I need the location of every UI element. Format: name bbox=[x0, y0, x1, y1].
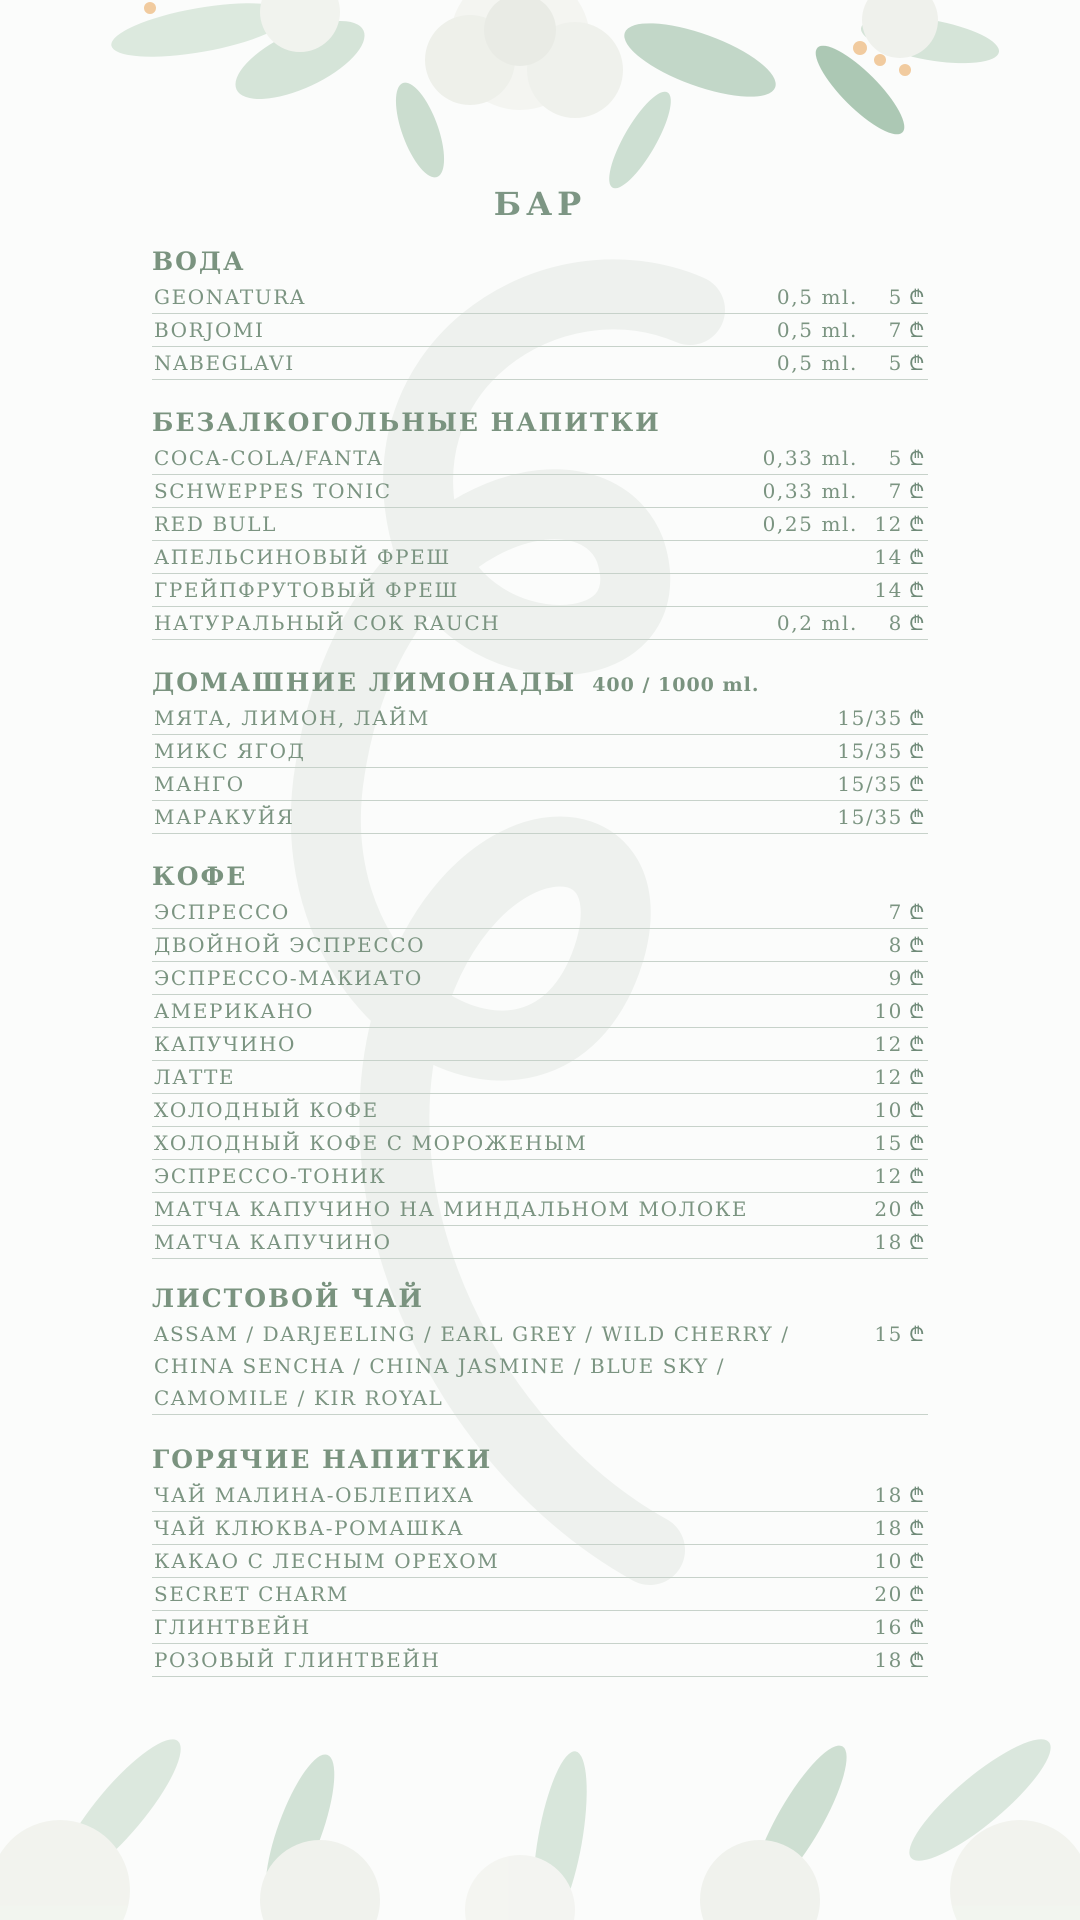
menu-item bbox=[152, 1094, 928, 1127]
item-name: ДВОЙНОЙ ЭСПРЕССО bbox=[154, 933, 426, 957]
menu-item bbox=[152, 314, 928, 347]
item-price: 9 ₾ bbox=[888, 966, 926, 990]
lari-icon: ₾ bbox=[908, 1098, 926, 1122]
item-price: 7 ₾ bbox=[888, 900, 926, 924]
menu-item bbox=[152, 574, 928, 607]
item-price: 15 ₾ bbox=[874, 1322, 926, 1346]
item-name: КАПУЧИНО bbox=[154, 1032, 297, 1056]
section-water bbox=[152, 243, 928, 380]
menu-item bbox=[152, 995, 928, 1028]
item-name: МАРАКУЙЯ bbox=[154, 805, 295, 829]
section-title: БЕЗАЛКОГОЛЬНЫЕ НАПИТКИ bbox=[152, 408, 661, 437]
menu-item bbox=[152, 508, 928, 541]
lari-icon: ₾ bbox=[908, 512, 926, 536]
item-price: 15/35 ₾ bbox=[837, 805, 926, 829]
menu-item bbox=[152, 1512, 928, 1545]
lari-icon: ₾ bbox=[908, 933, 926, 957]
menu-item bbox=[152, 475, 928, 508]
menu-item bbox=[152, 896, 928, 929]
lari-icon: ₾ bbox=[908, 1164, 926, 1188]
item-name: SCHWEPPES TONIC bbox=[154, 479, 392, 503]
section-coffee bbox=[152, 858, 928, 1259]
menu-item bbox=[152, 1028, 928, 1061]
item-name: ГРЕЙПФРУТОВЫЙ ФРЕШ bbox=[154, 578, 459, 602]
section-lemonades bbox=[152, 664, 928, 834]
section-hot-drinks bbox=[152, 1441, 928, 1677]
item-price: 12 ₾ bbox=[874, 1032, 926, 1056]
menu-item bbox=[152, 1127, 928, 1160]
item-name: НАТУРАЛЬНЫЙ СОК RAUCH bbox=[154, 611, 501, 635]
item-name: COCA-COLA/FANTA bbox=[154, 446, 384, 470]
item-price: 14 ₾ bbox=[874, 545, 926, 569]
item-volume: 0,5 ml. bbox=[776, 318, 858, 342]
item-volume: 0,2 ml. bbox=[776, 611, 858, 635]
lari-icon: ₾ bbox=[908, 351, 926, 375]
section-leaf-tea bbox=[152, 1280, 928, 1415]
tea-line: CAMOMILE / KIR ROYAL bbox=[154, 1386, 444, 1410]
lari-icon: ₾ bbox=[908, 545, 926, 569]
menu-item bbox=[152, 1160, 928, 1193]
item-price: 14 ₾ bbox=[874, 578, 926, 602]
item-price: 18 ₾ bbox=[874, 1230, 926, 1254]
item-price: 10 ₾ bbox=[874, 1098, 926, 1122]
lari-icon: ₾ bbox=[908, 1322, 926, 1346]
lari-icon: ₾ bbox=[908, 318, 926, 342]
item-price: 16 ₾ bbox=[874, 1615, 926, 1639]
lari-icon: ₾ bbox=[908, 1582, 926, 1606]
item-volume: 0,5 ml. bbox=[776, 351, 858, 375]
menu-item bbox=[152, 1479, 928, 1512]
tea-line: CHINA SENCHA / CHINA JASMINE / BLUE SKY / bbox=[154, 1354, 726, 1378]
item-name: GEONATURA bbox=[154, 285, 306, 309]
item-name: ЧАЙ МАЛИНА-ОБЛЕПИХА bbox=[154, 1483, 475, 1507]
menu-item bbox=[152, 1193, 928, 1226]
lari-icon: ₾ bbox=[908, 611, 926, 635]
menu-item bbox=[152, 442, 928, 475]
tea-list bbox=[152, 1318, 928, 1415]
menu-item bbox=[152, 962, 928, 995]
item-name: ЭСПРЕССО bbox=[154, 900, 290, 924]
section-title: ЛИСТОВОЙ ЧАЙ bbox=[152, 1284, 425, 1313]
menu-item bbox=[152, 1061, 928, 1094]
lari-icon: ₾ bbox=[908, 966, 926, 990]
item-name: ХОЛОДНЫЙ КОФЕ bbox=[154, 1098, 379, 1122]
menu-item bbox=[152, 607, 928, 640]
item-name: ГЛИНТВЕЙН bbox=[154, 1615, 311, 1639]
item-name: МАТЧА КАПУЧИНО bbox=[154, 1230, 392, 1254]
lari-icon: ₾ bbox=[908, 900, 926, 924]
item-name: ЭСПРЕССО-ТОНИК bbox=[154, 1164, 387, 1188]
lari-icon: ₾ bbox=[908, 446, 926, 470]
item-price: 5 ₾ bbox=[888, 351, 926, 375]
menu-item bbox=[152, 801, 928, 834]
item-name: BORJOMI bbox=[154, 318, 265, 342]
lari-icon: ₾ bbox=[908, 805, 926, 829]
item-price: 7 ₾ bbox=[888, 479, 926, 503]
item-name: ЛАТТЕ bbox=[154, 1065, 236, 1089]
item-name: ЭСПРЕССО-МАКИАТО bbox=[154, 966, 423, 990]
item-price: 10 ₾ bbox=[874, 1549, 926, 1573]
lari-icon: ₾ bbox=[908, 1230, 926, 1254]
item-name: АПЕЛЬСИНОВЫЙ ФРЕШ bbox=[154, 545, 451, 569]
item-name: МЯТА, ЛИМОН, ЛАЙМ bbox=[154, 706, 430, 730]
item-price: 12 ₾ bbox=[874, 1065, 926, 1089]
item-price: 20 ₾ bbox=[874, 1582, 926, 1606]
lari-icon: ₾ bbox=[908, 1483, 926, 1507]
menu-item bbox=[152, 929, 928, 962]
menu-item bbox=[152, 735, 928, 768]
menu-item bbox=[152, 281, 928, 314]
item-price: 15/35 ₾ bbox=[837, 706, 926, 730]
item-price: 15/35 ₾ bbox=[837, 739, 926, 763]
item-price: 15 ₾ bbox=[874, 1131, 926, 1155]
item-name: АМЕРИКАНО bbox=[154, 999, 314, 1023]
lari-icon: ₾ bbox=[908, 1648, 926, 1672]
item-volume: 0,25 ml. bbox=[762, 512, 858, 536]
item-price: 8 ₾ bbox=[888, 933, 926, 957]
lari-icon: ₾ bbox=[908, 1549, 926, 1573]
lari-icon: ₾ bbox=[908, 706, 926, 730]
lari-icon: ₾ bbox=[908, 479, 926, 503]
item-volume: 0,33 ml. bbox=[762, 446, 858, 470]
menu-item bbox=[152, 541, 928, 574]
floral-bottom-decoration bbox=[0, 1660, 1080, 1920]
menu-item bbox=[152, 1578, 928, 1611]
menu-item bbox=[152, 1611, 928, 1644]
section-soft-drinks bbox=[152, 404, 928, 640]
item-price: 8 ₾ bbox=[888, 611, 926, 635]
lari-icon: ₾ bbox=[908, 1032, 926, 1056]
section-title: КОФЕ bbox=[152, 862, 248, 891]
section-title: ВОДА bbox=[152, 247, 246, 276]
item-name: ЧАЙ КЛЮКВА-РОМАШКА bbox=[154, 1516, 465, 1540]
lari-icon: ₾ bbox=[908, 999, 926, 1023]
item-price: 5 ₾ bbox=[888, 446, 926, 470]
menu-item bbox=[152, 1545, 928, 1578]
item-name: КАКАО С ЛЕСНЫМ ОРЕХОМ bbox=[154, 1549, 500, 1573]
section-note: 400 / 1000 ml. bbox=[592, 674, 760, 696]
item-price: 15/35 ₾ bbox=[837, 772, 926, 796]
menu-item bbox=[152, 702, 928, 735]
item-price: 7 ₾ bbox=[888, 318, 926, 342]
item-name: МАТЧА КАПУЧИНО НА МИНДАЛЬНОМ МОЛОКЕ bbox=[154, 1197, 749, 1221]
page-title: БАР bbox=[493, 185, 587, 223]
menu-item bbox=[152, 1226, 928, 1259]
menu-item bbox=[152, 1644, 928, 1677]
item-price: 18 ₾ bbox=[874, 1516, 926, 1540]
item-price: 12 ₾ bbox=[874, 1164, 926, 1188]
item-price: 18 ₾ bbox=[874, 1648, 926, 1672]
section-title: ГОРЯЧИЕ НАПИТКИ bbox=[152, 1445, 493, 1474]
lari-icon: ₾ bbox=[908, 578, 926, 602]
lari-icon: ₾ bbox=[908, 1516, 926, 1540]
item-name: NABEGLAVI bbox=[154, 351, 295, 375]
item-price: 5 ₾ bbox=[888, 285, 926, 309]
lari-icon: ₾ bbox=[908, 1615, 926, 1639]
menu-item bbox=[152, 768, 928, 801]
item-name: RED BULL bbox=[154, 512, 277, 536]
lari-icon: ₾ bbox=[908, 1065, 926, 1089]
menu-item bbox=[152, 347, 928, 380]
item-price: 12 ₾ bbox=[874, 512, 926, 536]
lari-icon: ₾ bbox=[908, 739, 926, 763]
lari-icon: ₾ bbox=[908, 1131, 926, 1155]
section-title: ДОМАШНИЕ ЛИМОНАДЫ 400 / 1000 ml. bbox=[152, 668, 760, 697]
item-name: ХОЛОДНЫЙ КОФЕ С МОРОЖЕНЫМ bbox=[154, 1131, 588, 1155]
item-price: 10 ₾ bbox=[874, 999, 926, 1023]
item-price: 20 ₾ bbox=[874, 1197, 926, 1221]
item-volume: 0,5 ml. bbox=[776, 285, 858, 309]
item-name: МАНГО bbox=[154, 772, 245, 796]
lari-icon: ₾ bbox=[908, 772, 926, 796]
tea-line: ASSAM / DARJEELING / EARL GREY / WILD CHERRY / bbox=[154, 1322, 790, 1346]
lari-icon: ₾ bbox=[908, 285, 926, 309]
item-price: 18 ₾ bbox=[874, 1483, 926, 1507]
item-name: SECRET CHARM bbox=[154, 1582, 349, 1606]
item-volume: 0,33 ml. bbox=[762, 479, 858, 503]
item-name: МИКС ЯГОД bbox=[154, 739, 306, 763]
item-name: РОЗОВЫЙ ГЛИНТВЕЙН bbox=[154, 1648, 441, 1672]
lari-icon: ₾ bbox=[908, 1197, 926, 1221]
